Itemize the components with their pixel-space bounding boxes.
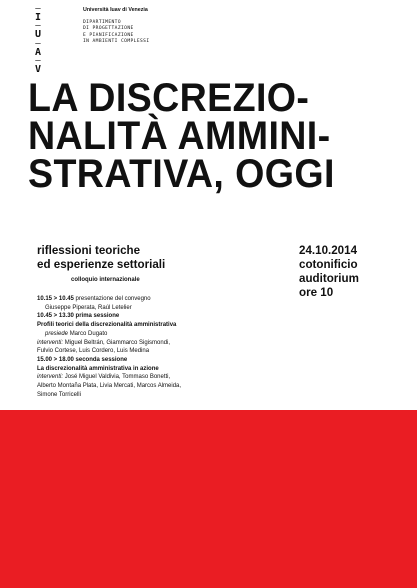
department-line: IN AMBIENTI COMPLESSI <box>83 38 150 44</box>
logo-letter: A <box>34 46 42 58</box>
iuav-logo <box>30 6 46 76</box>
program-time: 10.15 > 10.45 <box>37 296 74 302</box>
program <box>37 295 181 399</box>
event-room: auditorium <box>299 272 359 285</box>
program-row: Giuseppe Piperata, Raúl Letelier <box>45 304 132 311</box>
department-name <box>83 20 149 45</box>
logo-letter: I <box>34 12 42 23</box>
title-line: STRATIVA, OGGI <box>28 152 335 196</box>
logo-dash: – <box>35 21 41 32</box>
program-text: José Miguel Valdivia, Tommaso Bonetti, <box>64 374 171 381</box>
session-heading: 10.45 > 13.30 prima sessione <box>37 313 120 320</box>
program-row: Simone Torricelli <box>37 391 81 398</box>
university-name: Università Iuav di Venezia <box>83 7 148 13</box>
department-line: DIPARTIMENTO <box>83 20 121 25</box>
event-kind: colloquio internazionale <box>71 277 140 283</box>
program-text: Marco Dugato <box>69 330 108 337</box>
title-line: LA DISCREZIO- <box>28 76 310 120</box>
logo-dash: – <box>35 56 41 67</box>
program-row <box>37 356 181 365</box>
title-line: NALITÀ AMMINI- <box>28 114 331 158</box>
program-row <box>37 339 181 348</box>
program-text: presentazione del convegno <box>75 296 151 302</box>
logo-dash: – <box>35 38 41 49</box>
program-label: interventi: <box>37 339 64 346</box>
logo-letter: U <box>34 29 42 41</box>
program-text: Miguel Beltrán, Giammarco Sigismondi, <box>64 339 171 346</box>
program-label: interventi: <box>37 374 64 381</box>
program-row <box>37 330 181 339</box>
red-color-block <box>0 410 417 588</box>
program-row <box>37 365 181 374</box>
event-time: ore 10 <box>299 286 334 299</box>
subtitle-line: riflessioni teoriche <box>37 244 141 257</box>
session-heading: 15.00 > 18.00 seconda sessione <box>37 356 128 363</box>
program-row <box>37 295 181 304</box>
program-row: Alberto Montaña Plata, Livia Mercati, Marcos Almeida, <box>37 383 182 390</box>
event-venue: cotonificio <box>299 258 358 271</box>
program-label: presiede <box>45 330 69 337</box>
program-row <box>37 321 181 330</box>
event-info <box>299 244 359 300</box>
subtitle <box>37 244 165 272</box>
session-title: Profili teorici della discrezionalità amministrativa <box>37 322 177 329</box>
subtitle-line: ed esperienze settoriali <box>37 258 166 271</box>
program-row <box>37 312 181 321</box>
program-row: Fulvio Cortese, Luis Cordero, Luis Medina <box>37 348 150 355</box>
event-date: 24.10.2014 <box>299 244 358 257</box>
logo-letter: V <box>34 64 42 76</box>
poster-title <box>28 76 408 196</box>
logo-dash: – <box>35 4 41 14</box>
session-title: La discrezionalità amministrativa in azione <box>37 365 159 372</box>
department-line: DI PROGETTAZIONE <box>83 26 134 32</box>
program-row <box>37 373 181 382</box>
department-line: E PIANIFICAZIONE <box>83 32 134 38</box>
